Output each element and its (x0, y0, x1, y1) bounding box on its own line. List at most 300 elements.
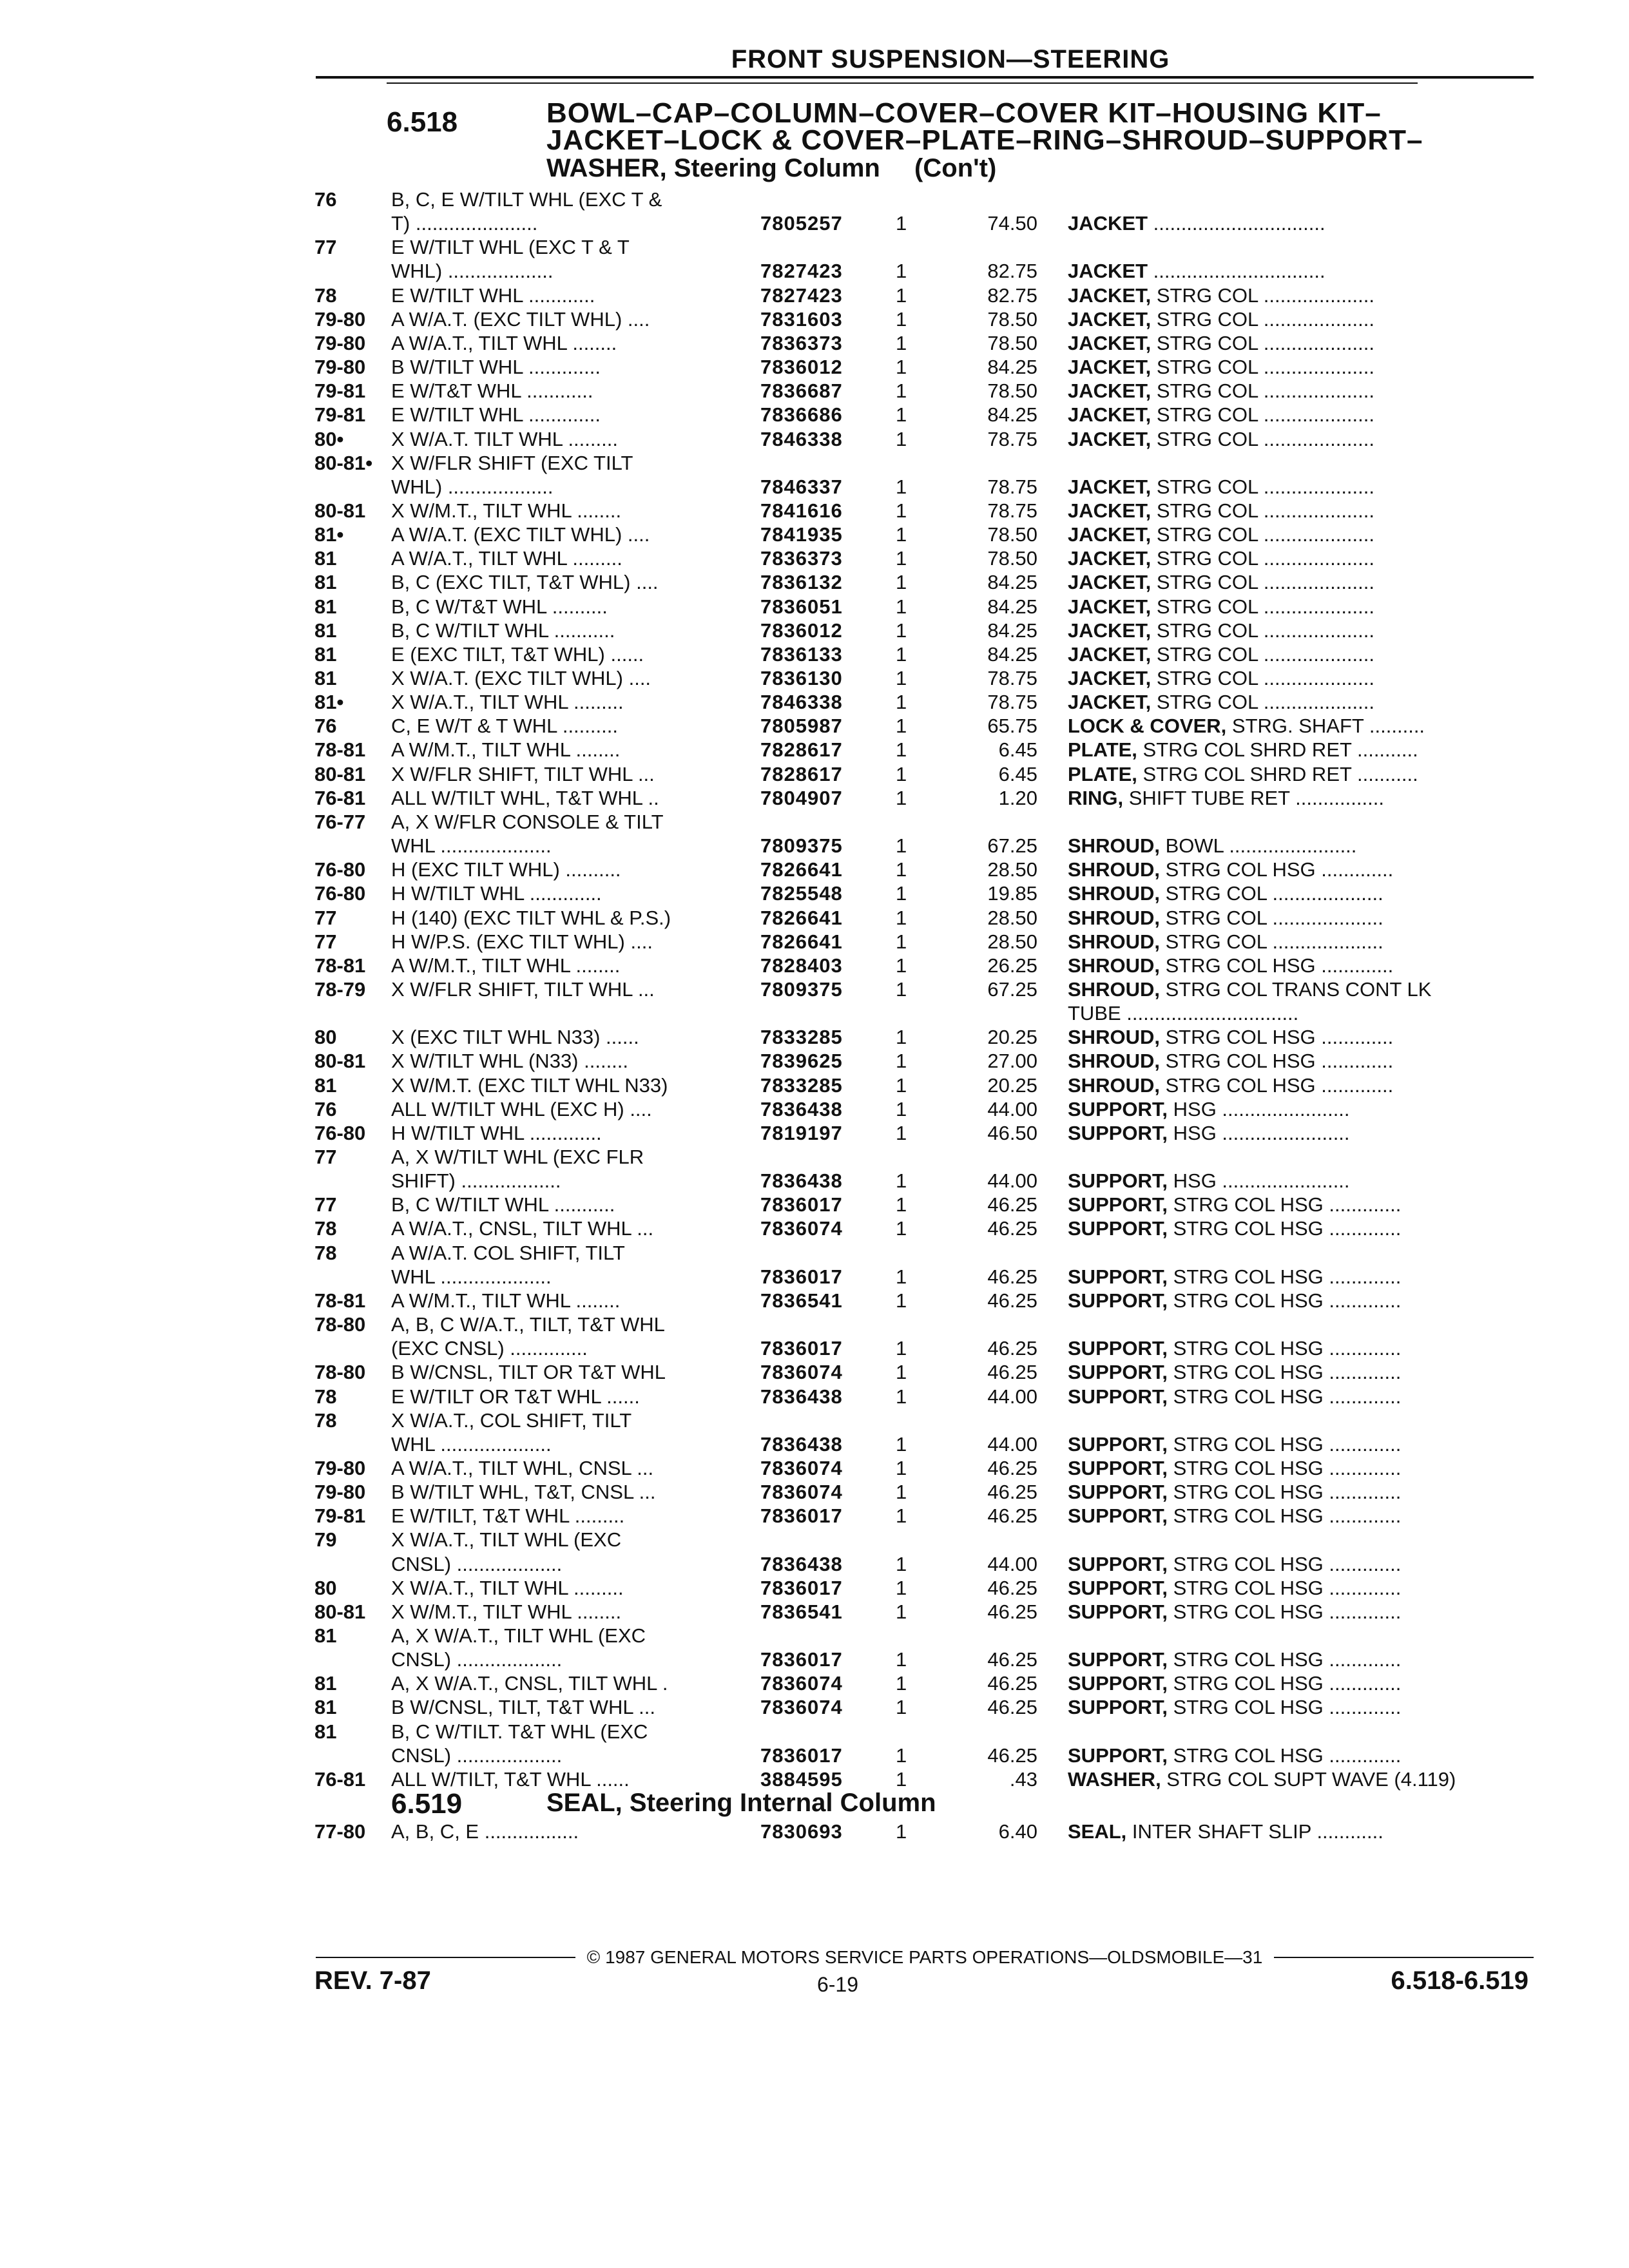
description (1068, 1385, 1532, 1408)
description (1068, 954, 1532, 977)
quantity: 1 (896, 1576, 907, 1599)
description-text: STRG COL .................... (1151, 307, 1375, 331)
section-title-line (546, 154, 1423, 182)
model-year: 80 (314, 1026, 337, 1049)
description (1068, 643, 1532, 666)
part-number: 7836074 (760, 1361, 843, 1384)
model-year: 76 (314, 1097, 337, 1120)
model-application: E W/T&T WHL ............ (391, 380, 593, 403)
description-text: STRG COL .................... (1151, 331, 1375, 354)
price: 46.25 (987, 1648, 1037, 1671)
table-row (0, 380, 1629, 403)
description (1068, 1122, 1532, 1145)
price: 44.00 (987, 1385, 1037, 1408)
quantity: 1 (896, 1097, 907, 1120)
description-text: STRG COL HSG ............. (1168, 1600, 1402, 1623)
part-number: 7836541 (760, 1600, 843, 1623)
quantity: 1 (896, 212, 907, 235)
table-row (0, 1169, 1629, 1193)
description-text: TUBE ............................... (1068, 1002, 1299, 1025)
part-number: 7846337 (760, 475, 843, 498)
description-keyword: JACKET, (1068, 403, 1152, 427)
model-application: WHL .................... (391, 834, 552, 858)
table-row (0, 1696, 1629, 1719)
model-year: 81 (314, 1720, 337, 1743)
part-number: 7836541 (760, 1289, 843, 1312)
quantity: 1 (896, 667, 907, 689)
part-number: 7831603 (760, 307, 843, 331)
table-row (0, 834, 1629, 858)
model-application: X W/A.T. TILT WHL ......... (391, 427, 618, 450)
price: 20.25 (987, 1026, 1037, 1049)
footer-rule (316, 1957, 575, 1958)
model-year: 78-80 (314, 1361, 366, 1384)
quantity: 1 (896, 1552, 907, 1575)
part-number: 7836017 (760, 1265, 843, 1288)
part-number: 7836373 (760, 547, 843, 570)
model-application: WHL) ................... (391, 260, 554, 283)
price: 6.45 (998, 738, 1037, 762)
table-row (0, 691, 1629, 714)
price: 84.25 (987, 571, 1037, 594)
part-number: 7836074 (760, 1481, 843, 1504)
description-keyword: JACKET (1068, 212, 1148, 235)
description (1068, 667, 1532, 690)
description-keyword: SUPPORT, (1068, 1744, 1168, 1767)
description (1068, 1481, 1532, 1504)
part-number: 7836017 (760, 1337, 843, 1360)
quantity: 1 (896, 331, 907, 354)
description-text: STRG COL .................... (1151, 403, 1375, 427)
price: 46.25 (987, 1361, 1037, 1384)
model-year: 80-81 (314, 762, 366, 785)
table-row (0, 1672, 1629, 1695)
description-text: STRG COL .................... (1151, 475, 1375, 498)
quantity: 1 (896, 1050, 907, 1073)
table-row (0, 452, 1629, 475)
description (1068, 1600, 1532, 1624)
part-number: 7828403 (760, 954, 843, 977)
table-row (0, 1385, 1629, 1408)
description-text: STRG COL .................... (1151, 356, 1375, 379)
model-application: B, C W/TILT WHL ........... (391, 619, 615, 642)
part-number: 7846338 (760, 691, 843, 714)
description-keyword: SHROUD, (1068, 1073, 1160, 1097)
description (1068, 787, 1532, 810)
quantity: 1 (896, 642, 907, 666)
quantity: 1 (896, 427, 907, 450)
model-application: B W/CNSL, TILT OR T&T WHL (391, 1361, 666, 1384)
model-year: 79-80 (314, 1456, 366, 1479)
model-year: 78 (314, 1408, 337, 1432)
table-row (0, 763, 1629, 786)
description (1068, 1265, 1532, 1289)
description-text: STRG COL .................... (1151, 547, 1375, 570)
model-application: X W/A.T., TILT WHL ......... (391, 691, 624, 714)
description-text: STRG COL .................... (1151, 667, 1375, 689)
quantity: 1 (896, 858, 907, 881)
model-application: X W/A.T., TILT WHL (EXC (391, 1528, 622, 1552)
description-text: ............................... (1148, 260, 1325, 283)
table-row (0, 332, 1629, 355)
model-application: X W/FLR SHIFT, TILT WHL ... (391, 977, 655, 1001)
quantity: 1 (896, 619, 907, 642)
quantity: 1 (896, 715, 907, 738)
table-row (0, 1002, 1629, 1025)
description (1068, 978, 1532, 1001)
description-keyword: JACKET, (1068, 667, 1152, 689)
price: 46.25 (987, 1600, 1037, 1623)
price: 78.50 (987, 523, 1037, 546)
price: 78.50 (987, 380, 1037, 403)
description-text: STRG COL HSG ............. (1168, 1289, 1402, 1312)
description-text: STRG COL .................... (1159, 930, 1383, 953)
description-keyword: SUPPORT, (1068, 1265, 1168, 1288)
description-text: STRG COL HSG ............. (1168, 1432, 1402, 1456)
table-row (0, 907, 1629, 930)
part-number: 7836017 (760, 1576, 843, 1599)
model-application: H W/TILT WHL ............. (391, 882, 602, 905)
description (1068, 1768, 1532, 1791)
price: 6.40 (998, 1820, 1037, 1843)
model-application: WHL .................... (391, 1432, 552, 1456)
model-application: A, B, C, E ................. (391, 1820, 579, 1843)
price: 65.75 (987, 715, 1037, 738)
model-application: CNSL) ................... (391, 1648, 563, 1671)
description-keyword: JACKET (1068, 260, 1148, 283)
model-application: (EXC CNSL) .............. (391, 1337, 588, 1360)
quantity: 1 (896, 930, 907, 953)
model-application: B, C W/TILT WHL ........... (391, 1193, 615, 1216)
description-text: STRG COL HSG ............. (1168, 1456, 1402, 1479)
model-application: CNSL) ................... (391, 1744, 563, 1767)
description-text: STRG COL HSG ............. (1168, 1696, 1402, 1719)
table-row (0, 1433, 1629, 1456)
description (1068, 907, 1532, 930)
price: 46.25 (987, 1481, 1037, 1504)
model-application: H (140) (EXC TILT WHL & P.S.) (391, 906, 671, 929)
description-keyword: JACKET, (1068, 331, 1152, 354)
quantity: 1 (896, 786, 907, 809)
model-application: X W/FLR SHIFT, TILT WHL ... (391, 762, 655, 785)
model-year: 77 (314, 1146, 337, 1168)
model-application: E W/TILT, T&T WHL ......... (391, 1504, 625, 1528)
quantity: 1 (896, 834, 907, 858)
part-number: 7809375 (760, 834, 843, 858)
part-number: 7836132 (760, 571, 843, 594)
table-row (0, 1768, 1629, 1791)
price: 82.75 (987, 260, 1037, 283)
model-application: CNSL) ................... (391, 1552, 563, 1575)
model-year: 77 (314, 906, 337, 929)
description-text: BOWL ....................... (1159, 834, 1357, 858)
table-row (0, 1744, 1629, 1767)
quantity: 1 (896, 1767, 907, 1791)
description (1068, 1504, 1532, 1528)
page-header: FRONT SUSPENSION—STEERING (731, 45, 1170, 73)
table-row (0, 212, 1629, 235)
model-application: E W/TILT WHL (EXC T & T (391, 236, 630, 259)
model-year: 79 (314, 1528, 337, 1552)
price: 46.25 (987, 1217, 1037, 1240)
model-application: H (EXC TILT WHL) .......... (391, 858, 621, 881)
part-number: 7836130 (760, 667, 843, 689)
description (1068, 858, 1532, 881)
quantity: 1 (896, 571, 907, 594)
price: 84.25 (987, 403, 1037, 427)
quantity: 1 (896, 1744, 907, 1767)
model-year: 80 (314, 1576, 337, 1599)
model-application: X W/A.T., TILT WHL ......... (391, 1576, 624, 1599)
part-number: 3884595 (760, 1767, 843, 1791)
price: 84.25 (987, 642, 1037, 666)
quantity: 1 (896, 1265, 907, 1288)
part-number: 7826641 (760, 858, 843, 881)
description-text: STRG COL HSG ............. (1168, 1648, 1402, 1671)
description-text: STRG COL HSG ............. (1168, 1672, 1402, 1695)
table-row (0, 428, 1629, 451)
table-row (0, 930, 1629, 954)
table-row (0, 1122, 1629, 1145)
part-number: 7841935 (760, 523, 843, 546)
description-text: HSG ....................... (1168, 1097, 1350, 1120)
model-application: X W/A.T., COL SHIFT, TILT (391, 1408, 632, 1432)
model-application: E W/TILT OR T&T WHL ...... (391, 1385, 640, 1408)
description-text: STRG COL SHRD RET ........... (1137, 762, 1418, 785)
model-year: 78-79 (314, 977, 366, 1001)
price: 74.50 (987, 212, 1037, 235)
model-year: 80-81 (314, 1050, 366, 1073)
model-year: 78-80 (314, 1313, 366, 1336)
description-keyword: SUPPORT, (1068, 1481, 1168, 1504)
model-year: 77 (314, 1193, 337, 1216)
part-number: 7827423 (760, 260, 843, 283)
quantity: 1 (896, 547, 907, 570)
description-text: STRG COL TRANS CONT LK (1159, 977, 1432, 1001)
table-row (0, 1193, 1629, 1216)
part-number: 7836017 (760, 1504, 843, 1528)
model-year: 79-80 (314, 331, 366, 354)
table-row (0, 1265, 1629, 1289)
description (1068, 1744, 1532, 1767)
model-application: B, C (EXC TILT, T&T WHL) .... (391, 571, 659, 594)
part-number: 7805257 (760, 212, 843, 235)
footer-copyright-line (316, 1947, 1534, 1968)
quantity: 1 (896, 380, 907, 403)
model-application: A, X W/FLR CONSOLE & TILT (391, 810, 664, 833)
description (1068, 1577, 1532, 1600)
part-number: 7836686 (760, 403, 843, 427)
price: 44.00 (987, 1169, 1037, 1193)
model-year: 81 (314, 547, 337, 570)
description-keyword: SUPPORT, (1068, 1217, 1168, 1240)
model-year: 78 (314, 284, 337, 307)
description-text: STRG COL HSG ............. (1168, 1744, 1402, 1767)
section-title-line: JACKET–LOCK & COVER–PLATE–RING–SHROUD–SUPPORT– (546, 124, 1423, 156)
description (1068, 547, 1532, 570)
description (1068, 212, 1532, 235)
description (1068, 1433, 1532, 1456)
description-text: STRG COL HSG ............. (1168, 1217, 1402, 1240)
model-application: A W/A.T., TILT WHL ........ (391, 331, 617, 354)
model-application: E (EXC TILT, T&T WHL) ...... (391, 642, 644, 666)
table-row (0, 1242, 1629, 1265)
price: 46.25 (987, 1289, 1037, 1312)
description-keyword: LOCK & COVER, (1068, 715, 1227, 738)
model-application: ALL W/TILT WHL, T&T WHL .. (391, 786, 659, 809)
description (1068, 1193, 1532, 1216)
model-year: 77 (314, 236, 337, 259)
model-year: 79-81 (314, 403, 366, 427)
price: 46.25 (987, 1337, 1037, 1360)
part-number: 7836074 (760, 1696, 843, 1719)
model-year: 81• (314, 523, 344, 546)
part-number: 7833285 (760, 1073, 843, 1097)
model-year: 78 (314, 1385, 337, 1408)
description-keyword: SUPPORT, (1068, 1361, 1168, 1384)
price: 82.75 (987, 284, 1037, 307)
description-text: STRG COL .................... (1151, 284, 1375, 307)
model-year: 80-81 (314, 1600, 366, 1623)
table-row (0, 619, 1629, 642)
price: .43 (1009, 1767, 1037, 1791)
table-row (0, 811, 1629, 834)
description (1068, 1074, 1532, 1097)
description-keyword: SUPPORT, (1068, 1193, 1168, 1216)
description-text: STRG COL HSG ............. (1168, 1552, 1402, 1575)
quantity: 1 (896, 260, 907, 283)
description (1068, 571, 1532, 594)
table-row (0, 1026, 1629, 1049)
model-application: H W/TILT WHL ............. (391, 1121, 602, 1144)
description-keyword: SUPPORT, (1068, 1576, 1168, 1599)
table-row (0, 1648, 1629, 1671)
description (1068, 523, 1532, 546)
quantity: 1 (896, 1672, 907, 1695)
description-keyword: SUPPORT, (1068, 1097, 1168, 1120)
description-text: STRG COL SUPT WAVE (4.119) (1161, 1767, 1456, 1791)
description-keyword: SHROUD, (1068, 858, 1160, 881)
description (1068, 308, 1532, 331)
model-year: 78 (314, 1241, 337, 1264)
quantity: 1 (896, 1481, 907, 1504)
price: 46.25 (987, 1456, 1037, 1479)
price: 46.25 (987, 1576, 1037, 1599)
model-application: A W/A.T. (EXC TILT WHL) .... (391, 307, 650, 331)
description-keyword: PLATE, (1068, 738, 1137, 762)
table-row (0, 1098, 1629, 1121)
quantity: 1 (896, 1337, 907, 1360)
quantity: 1 (896, 1121, 907, 1144)
model-application: C, E W/T & T WHL .......... (391, 715, 618, 738)
price: 78.75 (987, 691, 1037, 714)
part-number: 7830693 (760, 1820, 843, 1843)
part-number: 7809375 (760, 977, 843, 1001)
table-row (0, 715, 1629, 738)
price: 67.25 (987, 834, 1037, 858)
part-number: 7846338 (760, 427, 843, 450)
description-keyword: JACKET, (1068, 691, 1152, 714)
model-year: 80-81• (314, 451, 373, 474)
model-application: ALL W/TILT WHL (EXC H) .... (391, 1097, 652, 1120)
model-year: 81 (314, 1624, 337, 1647)
price: 78.75 (987, 427, 1037, 450)
description-text: STRG COL .................... (1151, 691, 1375, 714)
description (1068, 356, 1532, 379)
table-row (0, 403, 1629, 427)
section-continued: (Con't) (914, 154, 997, 182)
table-row (0, 1577, 1629, 1600)
description (1068, 428, 1532, 451)
price: 26.25 (987, 954, 1037, 977)
part-number: 7826641 (760, 906, 843, 929)
quantity: 1 (896, 523, 907, 546)
model-year: 76-81 (314, 786, 366, 809)
part-number: 7836017 (760, 1193, 843, 1216)
model-year: 81 (314, 1696, 337, 1719)
description-text: STRG COL .................... (1151, 499, 1375, 522)
table-row (0, 1361, 1629, 1384)
table-row (0, 1553, 1629, 1576)
section-number: 6.519 (391, 1788, 463, 1820)
description-keyword: SUPPORT, (1068, 1432, 1168, 1456)
table-row (0, 523, 1629, 546)
description (1068, 1289, 1532, 1312)
description (1068, 715, 1532, 738)
model-application: X W/M.T., TILT WHL ........ (391, 1600, 622, 1623)
part-number: 7826641 (760, 930, 843, 953)
quantity: 1 (896, 307, 907, 331)
description (1068, 403, 1532, 427)
part-number: 7805987 (760, 715, 843, 738)
description-keyword: JACKET, (1068, 619, 1152, 642)
description-text: STRG COL .................... (1151, 619, 1375, 642)
description (1068, 1098, 1532, 1121)
model-application: B, C W/TILT. T&T WHL (EXC (391, 1720, 648, 1743)
model-year: 76 (314, 188, 337, 211)
model-year: 81 (314, 667, 337, 689)
price: 1.20 (998, 786, 1037, 809)
model-year: 76-77 (314, 810, 366, 833)
description-keyword: RING, (1068, 786, 1124, 809)
description-text: STRG COL HSG ............. (1159, 1050, 1394, 1073)
part-number: 7804907 (760, 786, 843, 809)
price: 44.00 (987, 1097, 1037, 1120)
header-rule-secondary (387, 82, 1418, 84)
price: 46.25 (987, 1672, 1037, 1695)
model-application: A W/A.T., TILT WHL, CNSL ... (391, 1456, 654, 1479)
description (1068, 595, 1532, 619)
part-number: 7841616 (760, 499, 843, 522)
quantity: 1 (896, 1361, 907, 1384)
description-text: STRG COL .................... (1151, 571, 1375, 594)
description-text: STRG COL .................... (1151, 380, 1375, 403)
model-application: B W/CNSL, TILT, T&T WHL ... (391, 1696, 655, 1719)
description-text: STRG COL .................... (1151, 595, 1375, 618)
model-application: A, B, C W/A.T., TILT, T&T WHL (391, 1313, 665, 1336)
description-keyword: JACKET, (1068, 547, 1152, 570)
description (1068, 1820, 1532, 1843)
quantity: 1 (896, 1385, 907, 1408)
quantity: 1 (896, 403, 907, 427)
description-keyword: JACKET, (1068, 475, 1152, 498)
description (1068, 1337, 1532, 1360)
model-year: 76-80 (314, 1121, 366, 1144)
table-row (0, 476, 1629, 499)
part-number: 7828617 (760, 738, 843, 762)
model-application: A W/A.T., CNSL, TILT WHL ... (391, 1217, 654, 1240)
description-text: HSG ....................... (1168, 1121, 1350, 1144)
